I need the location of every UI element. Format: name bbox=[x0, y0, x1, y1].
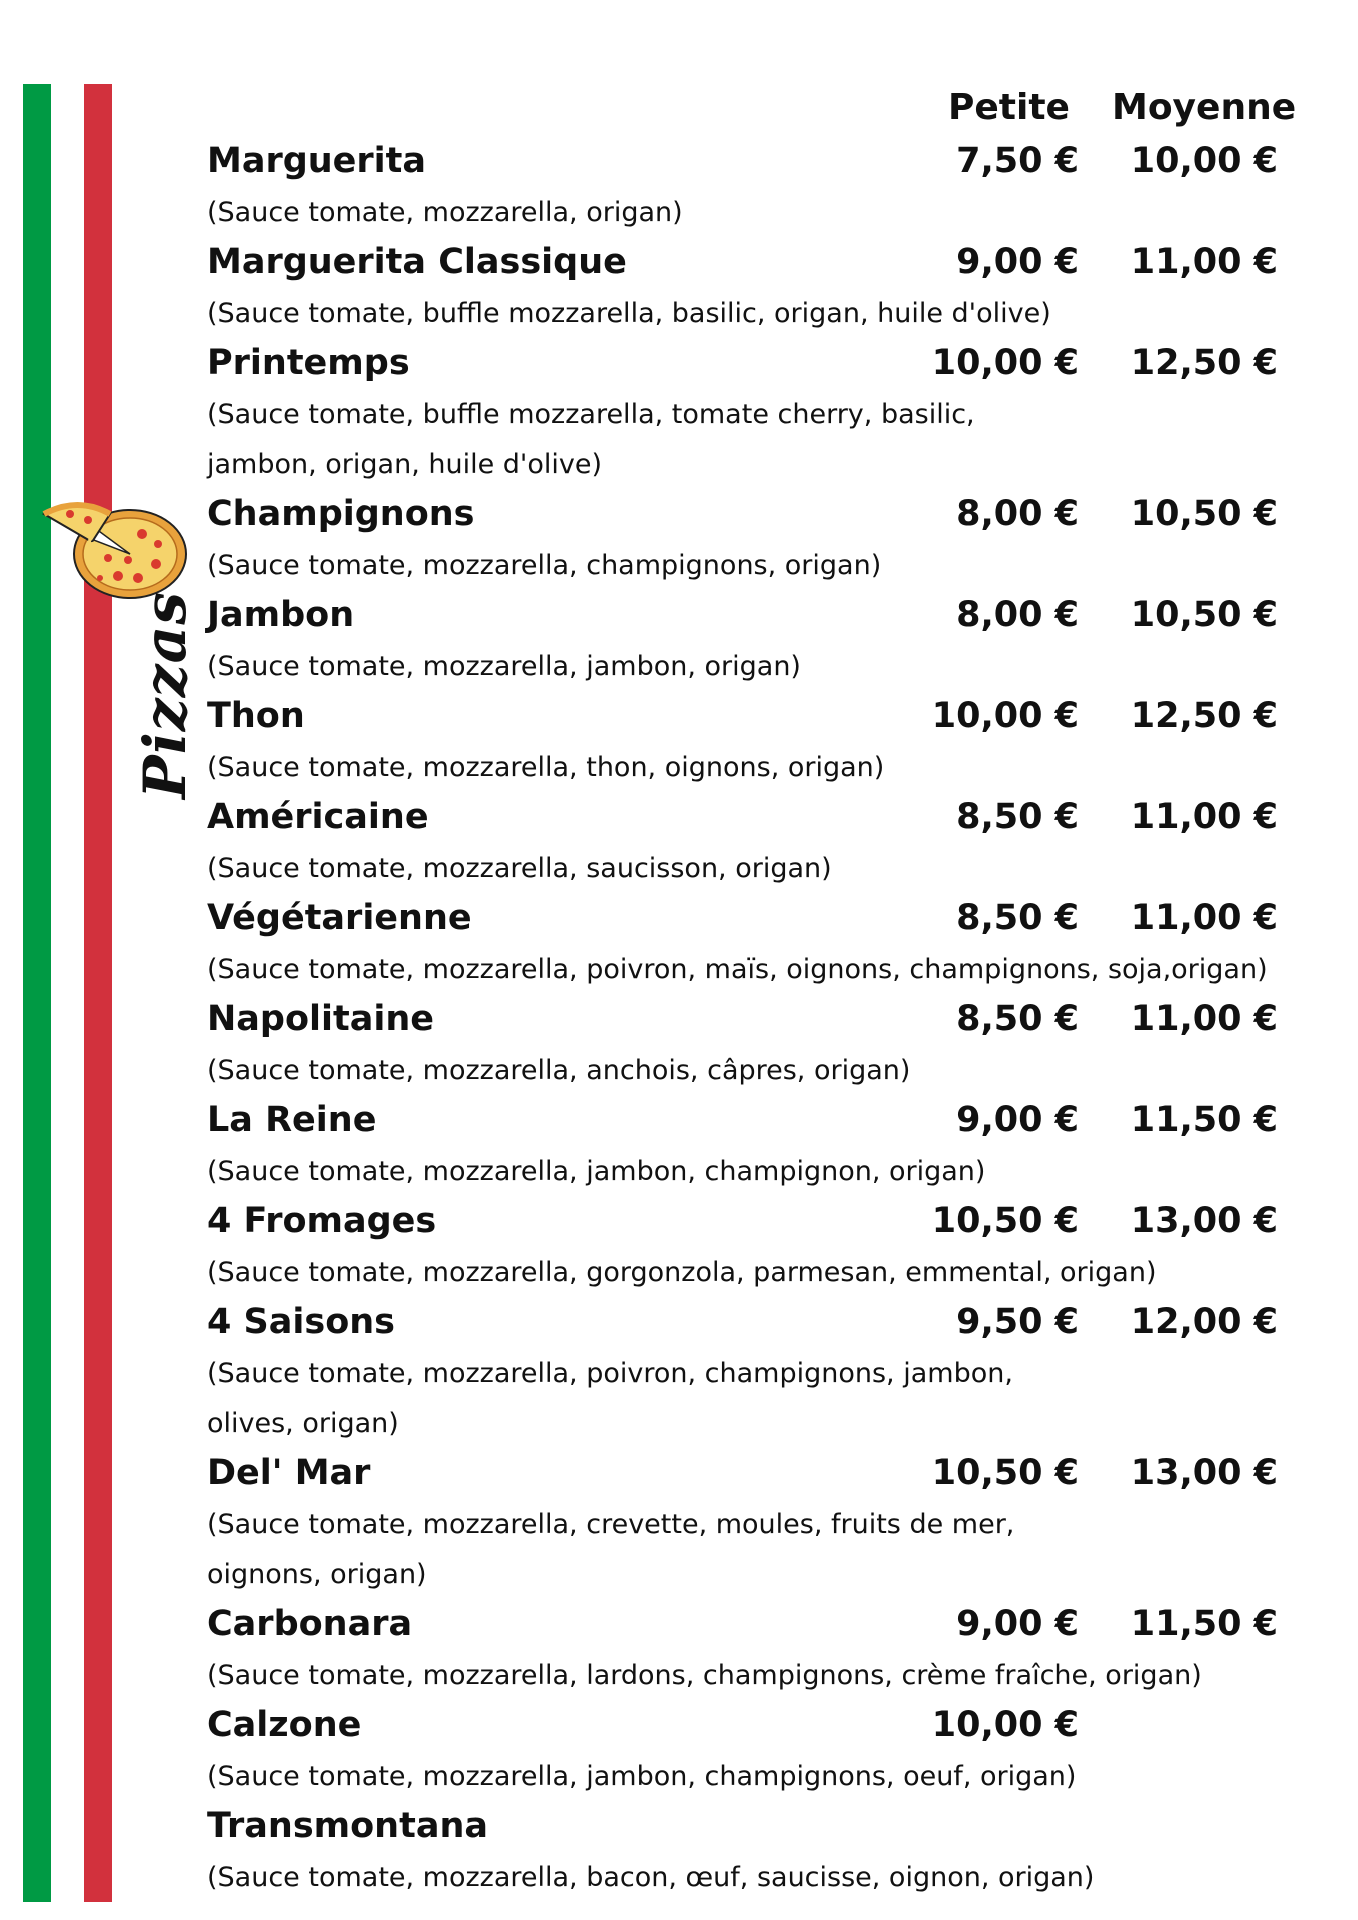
item-name: 4 Saisons bbox=[207, 1302, 395, 1342]
item-description: (Sauce tomate, mozzarella, saucisson, origan) bbox=[207, 853, 832, 884]
menu-item bbox=[207, 1298, 1297, 1449]
item-description: (Sauce tomate, buffle mozzarella, tomate cherry, basilic, jambon, origan, huile d'olive) bbox=[207, 399, 975, 480]
item-name: 4 Fromages bbox=[207, 1201, 437, 1241]
item-description: (Sauce tomate, mozzarella, anchois, câpres, origan) bbox=[207, 1055, 911, 1086]
item-description: (Sauce tomate, mozzarella, jambon, origan) bbox=[207, 651, 801, 682]
menu-item bbox=[207, 692, 1297, 793]
side-title: Pizzas bbox=[131, 591, 199, 799]
item-name: Marguerita bbox=[207, 141, 427, 181]
menu-item bbox=[207, 1600, 1297, 1701]
menu-item bbox=[207, 1802, 1297, 1903]
price-petite: 9,50 € bbox=[956, 1302, 1079, 1342]
price-moyenne: 11,00 € bbox=[1130, 898, 1278, 938]
flag-stripe-red bbox=[84, 84, 112, 1902]
price-moyenne: 12,50 € bbox=[1130, 343, 1278, 383]
flag-stripe-green bbox=[23, 84, 51, 1902]
price-petite: 7,50 € bbox=[956, 141, 1079, 181]
price-moyenne: 11,00 € bbox=[1130, 999, 1278, 1039]
item-description: (Sauce tomate, mozzarella, poivron, maïs, oignons, champignons, soja,origan) bbox=[207, 954, 1268, 985]
price-petite: 8,00 € bbox=[956, 494, 1079, 534]
menu-item bbox=[207, 1701, 1297, 1802]
menu-item bbox=[207, 793, 1297, 894]
price-petite: 8,00 € bbox=[956, 595, 1079, 635]
price-moyenne: 13,00 € bbox=[1130, 1201, 1278, 1241]
price-moyenne: 12,50 € bbox=[1130, 696, 1278, 736]
price-petite: 9,00 € bbox=[956, 242, 1079, 282]
item-name: Printemps bbox=[207, 343, 410, 383]
item-description: (Sauce tomate, mozzarella, poivron, champignons, jambon, olives, origan) bbox=[207, 1358, 1013, 1439]
item-description: (Sauce tomate, mozzarella, crevette, moules, fruits de mer, oignons, origan) bbox=[207, 1509, 1015, 1590]
item-description: (Sauce tomate, mozzarella, gorgonzola, parmesan, emmental, origan) bbox=[207, 1257, 1157, 1288]
item-name: La Reine bbox=[207, 1100, 377, 1140]
price-petite: 10,00 € bbox=[931, 1705, 1079, 1745]
item-name: Thon bbox=[207, 696, 305, 736]
item-name: Végétarienne bbox=[207, 898, 472, 938]
menu-item bbox=[207, 137, 1297, 238]
item-name: Marguerita Classique bbox=[207, 242, 627, 282]
item-description: (Sauce tomate, mozzarella, champignons, origan) bbox=[207, 550, 882, 581]
price-moyenne: 13,00 € bbox=[1130, 1453, 1278, 1493]
price-petite: 8,50 € bbox=[956, 999, 1079, 1039]
item-name: Américaine bbox=[207, 797, 429, 837]
menu-item bbox=[207, 1197, 1297, 1298]
item-name: Champignons bbox=[207, 494, 475, 534]
price-moyenne: 11,50 € bbox=[1130, 1100, 1278, 1140]
price-petite: 8,50 € bbox=[956, 898, 1079, 938]
menu-item bbox=[207, 1096, 1297, 1197]
header-petite: Petite bbox=[948, 87, 1070, 128]
price-moyenne: 10,50 € bbox=[1130, 494, 1278, 534]
item-name: Carbonara bbox=[207, 1604, 413, 1644]
price-petite: 8,50 € bbox=[956, 797, 1079, 837]
item-name: Jambon bbox=[207, 595, 355, 635]
price-petite: 10,00 € bbox=[931, 343, 1079, 383]
price-petite: 9,00 € bbox=[956, 1100, 1079, 1140]
pizza-menu bbox=[207, 137, 1297, 1903]
price-moyenne: 11,50 € bbox=[1130, 1604, 1278, 1644]
item-description: (Sauce tomate, mozzarella, lardons, champignons, crème fraîche, origan) bbox=[207, 1660, 1202, 1691]
item-description: (Sauce tomate, mozzarella, bacon, œuf, saucisse, oignon, origan) bbox=[207, 1862, 1095, 1893]
price-petite: 10,50 € bbox=[931, 1201, 1079, 1241]
menu-item bbox=[207, 995, 1297, 1096]
price-moyenne: 11,00 € bbox=[1130, 797, 1278, 837]
item-description: (Sauce tomate, mozzarella, thon, oignons, origan) bbox=[207, 752, 885, 783]
item-description: (Sauce tomate, mozzarella, jambon, champignon, origan) bbox=[207, 1156, 986, 1187]
price-petite: 10,00 € bbox=[931, 696, 1079, 736]
price-moyenne: 10,00 € bbox=[1130, 141, 1278, 181]
menu-item bbox=[207, 894, 1297, 995]
item-name: Calzone bbox=[207, 1705, 362, 1745]
menu-item bbox=[207, 490, 1297, 591]
item-name: Transmontana bbox=[207, 1806, 488, 1846]
price-petite: 9,00 € bbox=[956, 1604, 1079, 1644]
item-name: Napolitaine bbox=[207, 999, 435, 1039]
menu-item bbox=[207, 238, 1297, 339]
menu-item bbox=[207, 339, 1297, 490]
item-description: (Sauce tomate, mozzarella, jambon, champignons, oeuf, origan) bbox=[207, 1761, 1077, 1792]
menu-item bbox=[207, 1449, 1297, 1600]
item-name: Del' Mar bbox=[207, 1453, 371, 1493]
item-description: (Sauce tomate, mozzarella, origan) bbox=[207, 197, 683, 228]
price-moyenne: 11,00 € bbox=[1130, 242, 1278, 282]
price-petite: 10,50 € bbox=[931, 1453, 1079, 1493]
header-moyenne: Moyenne bbox=[1112, 87, 1297, 128]
price-moyenne: 12,00 € bbox=[1130, 1302, 1278, 1342]
item-description: (Sauce tomate, buffle mozzarella, basilic, origan, huile d'olive) bbox=[207, 298, 1051, 329]
price-moyenne: 10,50 € bbox=[1130, 595, 1278, 635]
menu-item bbox=[207, 591, 1297, 692]
